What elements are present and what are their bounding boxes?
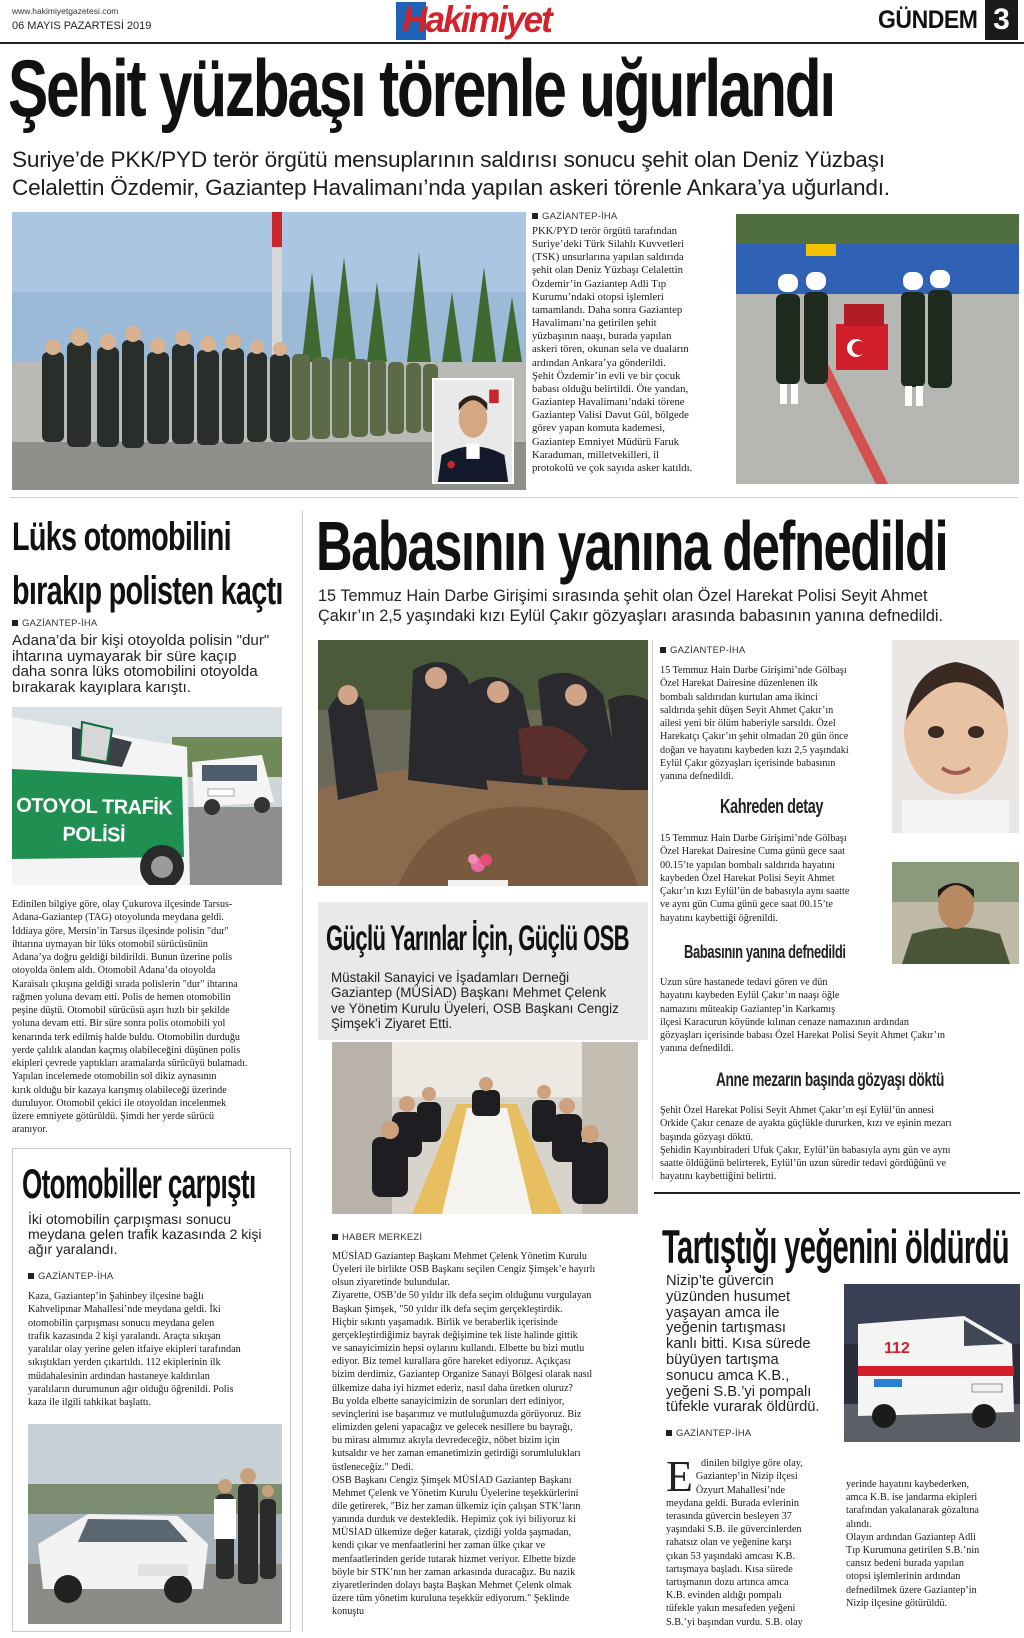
police-car-text: OTOYOL TRAFİK POLİSİ (16, 794, 173, 847)
otomobiller-body: Kaza, Gaziantep’in Şahinbey ilçesine bağlı Kahvelipınar Mahallesi’nde meydana geldi. İki otomobilin çarpışması sonucu meydana gelen trafik kazasında 2 kişi yaralandı. Araçta sıkışan yaralılar olay yerine gelen itfaiye ekipleri tarafından sıkıştıkları yerden çıkartıldı. 112 ekiplerinin ilk müdahalesinin ardından hastaneye kaldırılan yaralıların durumunun ağır olduğu öğrenildi. Polis kaza ile ilgili tahkikat başlattı. (28, 1291, 241, 1409)
otomobiller-source: GAZİANTEP-İHA (28, 1271, 113, 1282)
babasinin-source: GAZİANTEP-İHA (660, 645, 745, 656)
osb-source: HABER MERKEZİ (332, 1232, 422, 1243)
tartistigi-top-rule (654, 1192, 1020, 1194)
tartistigi-headline: Tartıştığı yeğenini öldürdü (662, 1220, 1009, 1273)
tartistigi-body-left (666, 1444, 842, 1629)
babasinin-deck: 15 Temmuz Hain Darbe Girişimi sırasında şehit olan Özel Harekat Polisi Seyit Ahmet Çakır’ın 2,5 yaşındaki kızı Eylül Çakır gözyaşları arasında babasının yanına defnedildi. (318, 587, 944, 625)
crash-photo (28, 1424, 282, 1624)
luks-headline-line2: bırakıp polisten kaçtı (12, 569, 283, 613)
ambulance-label: 112 (884, 1340, 910, 1357)
luks-headline-line1: Lüks otomobilini (12, 515, 231, 559)
officer-photo (892, 862, 1019, 964)
lead-headline: Şehit yüzbaşı törenle uğurlandı (8, 44, 834, 134)
babasinin-sub1: Kahreden detay (720, 796, 824, 818)
coffin-ceremony-photo (736, 214, 1019, 484)
logo-text: Hakimiyet (402, 0, 551, 40)
lead-deck: Suriye’de PKK/PYD terör örgütü mensuplarının saldırısı sonucu şehit olan Deniz Yüzbaşı Celalettin Özdemir, Gaziantep Havalimanı’nda yapılan askeri törenle Ankara’ya uğurlandı. (12, 147, 890, 200)
babasinin-body2: 15 Temmuz Hain Darbe Girişimi’nde Gölbaşı Özel Harekat Dairesine Cuma günü gece saat 00.15’te yapılan bombalı saldırıda hayatını kaybeden Özel Harekat Polisi Seyit Ahmet Çakır’ın kızı Eylül’ün de babasıyla aynı saatte ve aynı gün Cuma günü gece saat 00.15’te hayatını kaybettiği öğrenildi. (660, 833, 850, 924)
luks-deck: Adana’da bir kişi otoyolda polisin "dur" ihtarına uymayarak bir süre kaçıp daha sonra lüks otomobilini otoyolda bırakarak kayıplara karıştı. (12, 632, 270, 696)
otomobiller-deck: İki otomobilin çarpışması sonucu meydana gelen trafik kazasında 2 kişi ağır yaralandı. (28, 1211, 262, 1257)
babasinin-sub2: Babasının yanına defnedildi (684, 942, 846, 962)
luks-body: Edinilen bilgiye göre, olay Çukurova ilçesinde Tarsus- Adana-Gaziantep (TAG) otoyolunda meydana geldi. İddiaya göre, Mersin’in Tarsus ilçesinde polisin "dur" ihtarına uymayan bir lüks otomobil sürücüsünün Adana’ya doğru geldiği bildirildi. Bunun üzerine polis otoyolda önlem aldı. Otomobil Adana’da otoyolda Karaisalı çıkışına geldiği sırada polislerin "dur" ihtarına rağmen yoluna devam etti. Polis de hemen otomobilin peşine düştü. Otomobil sürücüsü aşırı hızlı bir şekilde yoluna devam etti. Bir süre sonra polis otomobili yol kenarında terk edilmiş halde buldu. Otomobilin durduğu yerde çalılık alandan kaçmış olabileceğini düşünen polis ekipleri çevrede yaptıkları aramalarda sürücüyü bulamadı. Yapılan incelemede otomobilin sol dikiz aynasının kırık olduğu bir kazaya karışmış olabileceği üzerinde duruluyor. Otomobil çekici ile otoyoldan incelenmek üzere emniyete götürüldü. Şimdi her yerde sürücü aranıyor. (12, 899, 248, 1136)
tartistigi-body-right: yerinde hayatını kaybederken, amca K.B. ise jandarma ekipleri tarafından yakalanarak gözaltına alındı. Olayın ardından Gaziantep Adli Tıp Kurumuna getirilen S.B.’nin cansız bedeni burada yapılan otopsi işlemlerinin ardından defnedilmek üzere Gaziantep’in Nizip ilçesine götürüldü. (846, 1479, 980, 1609)
page-number: 3 (985, 0, 1018, 40)
babasinin-sub3: Anne mezarın başında gözyaşı döktü (716, 1070, 944, 1091)
babasinin-body1: 15 Temmuz Hain Darbe Girişimi’nde Gölbaşı Özel Harekat Dairesine düzenlenen ilk bombalı saldırıdan kurtulan ama ikinci saldırıda şehit düşen Seyit Ahmet Çakır’ın ailesi yeni bir ölüm haberiyle sarsıldı. Özel Harekatçı Çakır’ın şehit olmadan 20 gün önce doğan ve hayatını kaybeden kızı 2,5 yaşındaki Eylül Çakır gözyaşları içerisinde babasının yanına defnedildi. (660, 665, 849, 783)
babasinin-headline: Babasının yanına defnedildi (316, 507, 948, 585)
child-photo (892, 640, 1019, 833)
lead-body: PKK/PYD terör örgütü tarafından Suriye’deki Türk Silahlı Kuvvetleri (TSK) unsurlarına yapılan saldırıda şehit olan Deniz Yüzbaşı Celalettin Özdemir’in Gaziantep Adli Tıp Kurumu’ndaki otopsi işlemleri tamamlandı. Daha sonra Gaziantep Havalimanı’na getirilen şehit yüzbaşının naaşı, burada yapılan askeri tören, okunan sela ve duaların ardından Ankara’ya gönderildi. Şehit Özdemir’in evli ve bir çocuk babası olduğu belirtildi. Öte yandan, Gaziantep Havalimanı’ndaki törene Gaziantep Valisi Davut Gül, bölgede görev yapan komuta kademesi, Gaziantep Emniyet Müdürü Faruk Karaduman, milletvekilleri, il protokolü ve çok sayıda asker katıldı. (532, 225, 693, 474)
column-divider-left (302, 510, 303, 1632)
osb-deck: Müstakil Sanayici ve İşadamları Derneği Gaziantep (MÜSİAD) Başkanı Mehmet Çelenk ve Yönetim Kurulu Üyeleri, OSB Başkanı Cengiz Şimşek’i Ziyaret Etti. (331, 970, 619, 1032)
lead-source: GAZİANTEP-İHA (532, 211, 617, 222)
osb-body: MÜSİAD Gaziantep Başkanı Mehmet Çelenk Yönetim Kurulu Üyeleri ile birlikte OSB Başkanı seçilen Cengiz Şimşek’e hayırlı olsun ziyaretinde bulundular. Ziyarette, OSB’de 50 yıldır ilk defa seçim olduğunu vurgulayan Başkan Şimşek, "50 yıldır ilk defa seçim gerçekleştirdik. Hiçbir sıkıntı yaşamadık. Birlik ve beraberlik içerisinde gerçekleştirdiğimiz bayrak değişimine tek liste halinde gittik ve sanayicimizin hepsi oylarını kullandı. Elbette bu bizi mutlu ediyor. Biz temel kurallara göre hareket ediyoruz. Açıkçası bizim derdimiz, Gaziantep Organize Sanayi Bölgesi olarak nasıl ülkemize daha iyi hizmet ederiz, nasıl daha üretken oluruz? Bu yolda elbette sanayicimizin de sorunları dert ediniyor, sevinçlerini ise başarımız ve mutluluğumuzda görüyoruz. Biz elimizden geleni yapacağız ve gelecek nesillere bu bayrağı, bu mirası almımız akıyla devredeceğiz, nöbet bizim için kutsaldır ve her zaman emanetimizin getirdiği sorumlulukları üstleneceğiz." Dedi. OSB Başkanı Cengiz Şimşek MÜSİAD Gaziantep Başkanı Mehmet Çelenk ve Yönetim Kurulu Üyelerine teşekkürlerini dile getirerek, "Biz her zaman ülkemiz için çalışan STK’ların yanında durduk ve destekledik. Hepimiz çok iyi biliyoruz ki MÜSİAD ülkemize değer katarak, çizdiği yolda şaşmadan, kendi çıkar ve menfaatlerini her zaman ülke çıkar ve menfaatlerinden geride tutarak hizmet veriyor. Elbette bizde böyle bir STK’nın her zaman arkasında duracağız. Bu nazik ziyaretlerinden dolayı başta Başkan Mehmet Çelenk olmak üzere tüm yönetim kuruluna teşekkür ediyorum." Şeklinde konuştu (332, 1251, 596, 1618)
tartistigi-source: GAZİANTEP-İHA (666, 1428, 751, 1439)
section-label: GÜNDEM (878, 6, 978, 34)
babasinin-body4: Şehit Özel Harekat Polisi Seyit Ahmet Çakır’ın eşi Eylül’ün annesi Orkide Çakır cenaze de ayakta güçlükle dururken, kızı ve eşinin mezarı başında gözyaşı döktü. Şehidin Kayınbiraderi Ufuk Çakır, Eylül’ün babasıyla aynı gün ve aynı saatte öldüğünü belirterek, Eylül’ün uzun süredir tedavi gördüğünü ve hayatını kaybettiğini belirtti. (660, 1105, 952, 1183)
otomobiller-headline: Otomobiller çarpıştı (22, 1160, 256, 1207)
ambulance-photo (844, 1284, 1020, 1442)
newspaper-logo (396, 0, 586, 42)
osb-headline: Güçlü Yarınlar İçin, Güçlü OSB (326, 919, 629, 958)
tartistigi-dropcap: E (666, 1452, 693, 1502)
lead-bottom-rule (10, 497, 1018, 498)
police-car-photo (12, 707, 282, 885)
website-url[interactable]: www.hakimiyetgazetesi.com (12, 6, 119, 16)
column-divider-right (652, 640, 653, 1180)
tartistigi-deck: Nizip’te güvercin yüzünden husumet yaşayan amca ile yeğenin tartışması kanlı bitti. Kısa sürede büyüyen tartışma sonucu amca K.B., yeğeni S.B.’yi pompalı tüfekle vurarak öldürdü. (666, 1273, 820, 1416)
meeting-photo (332, 1042, 638, 1214)
luks-source: GAZİANTEP-İHA (12, 618, 97, 629)
tartistigi-body-left-text: dinilen bilgiye göre olay, Gaziantep’in Nizip ilçesi Özyurt Mahallesi’nde meydana geldi. Burada evlerinin terasında güvercin besleyen 37 yaşındaki S.B. ile güvercinlerden rahatsız olan ve yeğenine karşı çıkan 53 yaşındaki amcası K.B. tartışmaya başladı. Kısa sürede tartışmanın dozu artınca amca K.B. evinden aldığı pompalı tüfekle yakın mesafeden yeğeni S.B.’yi başından vurdu. S.B. olay (666, 1458, 803, 1628)
babasinin-body3: Uzun süre hastanede tedavi gören ve dün hayatını kaybeden Eylül Çakır’ın naaşı öğle namazını müteakip Gaziantep’in Karkamış ilçesi Karacurun köyünde kılınan cenaze namazının ardından gözyaşları içerisinde babası Özel Harekat Polisi Seyit Ahmet Çakır’ın yanına defnedildi. (660, 977, 945, 1055)
officer-portrait (432, 378, 514, 484)
issue-date: 06 MAYIS PAZARTESİ 2019 (12, 20, 152, 32)
funeral-photo (318, 640, 648, 886)
